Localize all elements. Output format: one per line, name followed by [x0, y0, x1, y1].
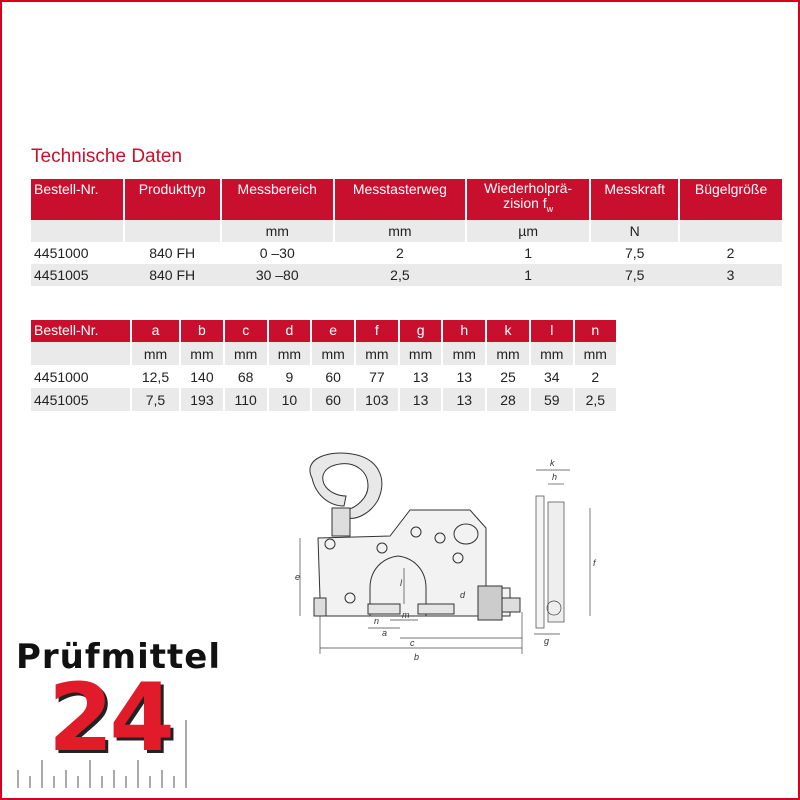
dim-label-c: c: [410, 638, 415, 648]
col-header-line2: zision f: [503, 195, 547, 211]
dim-label-h: h: [552, 472, 558, 482]
col-header: f: [355, 320, 399, 342]
table-cell: 28: [486, 388, 530, 411]
unit-row: [31, 220, 782, 242]
unit-cell: mm: [334, 220, 466, 242]
probe-left: [368, 604, 400, 614]
col-header-sub: w: [546, 203, 554, 214]
unit-cell: [124, 220, 221, 242]
col-header: l: [530, 320, 574, 342]
technical-data-table: [31, 179, 782, 286]
col-header: Bügelgröße: [679, 179, 782, 220]
unit-cell: mm: [530, 342, 574, 365]
left-spindle: [314, 598, 326, 616]
table-row: [31, 388, 616, 411]
table-cell: 13: [442, 365, 486, 388]
dimensions-table: [31, 320, 616, 411]
table-cell: 13: [442, 388, 486, 411]
dim-label-m: m: [402, 610, 410, 620]
table-cell: 2: [334, 242, 466, 264]
col-header: Bestell-Nr.: [31, 320, 131, 342]
col-header: Messtasterweg: [334, 179, 466, 220]
col-header: h: [442, 320, 486, 342]
unit-cell: mm: [224, 342, 268, 365]
right-spindle: [502, 598, 520, 612]
table-cell: 3: [679, 264, 782, 286]
table-cell: 193: [180, 388, 224, 411]
table-cell: 110: [224, 388, 268, 411]
table-cell: 1: [466, 242, 590, 264]
unit-cell: mm: [574, 342, 616, 365]
dim-label-b: b: [414, 652, 420, 662]
unit-cell: mm: [355, 342, 399, 365]
unit-row: [31, 342, 616, 365]
col-header: Messbereich: [221, 179, 334, 220]
table-cell: 1: [466, 264, 590, 286]
table-cell: 13: [399, 365, 443, 388]
unit-cell: mm: [221, 220, 334, 242]
table-cell: 2: [574, 365, 616, 388]
unit-cell: µm: [466, 220, 590, 242]
table-cell: 840 FH: [124, 242, 221, 264]
unit-cell: [31, 342, 131, 365]
logo-number: 24: [48, 664, 171, 773]
table-cell: 12,5: [131, 365, 180, 388]
col-header: Bestell-Nr.: [31, 179, 124, 220]
order-number: 4451005: [31, 388, 131, 411]
col-header: d: [268, 320, 312, 342]
col-header: k: [486, 320, 530, 342]
unit-cell: [679, 220, 782, 242]
table-cell: 2,5: [334, 264, 466, 286]
col-header: g: [399, 320, 443, 342]
table-cell: 68: [224, 365, 268, 388]
table-cell: 0 –30: [221, 242, 334, 264]
table-cell: 7,5: [590, 264, 679, 286]
col-header: b: [180, 320, 224, 342]
dim-label-a: a: [382, 628, 388, 638]
handle-stem: [332, 508, 350, 536]
table-cell: 7,5: [131, 388, 180, 411]
col-header: Messkraft: [590, 179, 679, 220]
dim-label-f: f: [593, 558, 596, 568]
col-header: Produkttyp: [124, 179, 221, 220]
unit-cell: mm: [486, 342, 530, 365]
table-row: [31, 242, 782, 264]
table-cell: 840 FH: [124, 264, 221, 286]
dim-label-g: g: [544, 636, 550, 646]
table-cell: 140: [180, 365, 224, 388]
table-cell: 77: [355, 365, 399, 388]
table-cell: 9: [268, 365, 312, 388]
col-header: c: [224, 320, 268, 342]
col-header: a: [131, 320, 180, 342]
dim-label-e: e: [295, 572, 301, 582]
unit-cell: N: [590, 220, 679, 242]
dim-label-d: d: [460, 590, 466, 600]
table-cell: 60: [311, 388, 355, 411]
dim-label-l: l: [400, 578, 402, 588]
dim-label-k: k: [550, 458, 555, 468]
table-cell: 2: [679, 242, 782, 264]
unit-cell: mm: [311, 342, 355, 365]
table-cell: 60: [311, 365, 355, 388]
col-header: n: [574, 320, 616, 342]
table-cell: 7,5: [590, 242, 679, 264]
table-cell: 13: [399, 388, 443, 411]
table-cell: 34: [530, 365, 574, 388]
table-row: [31, 264, 782, 286]
unit-cell: mm: [180, 342, 224, 365]
table-cell: 10: [268, 388, 312, 411]
table-cell: 25: [486, 365, 530, 388]
table-cell: 2,5: [574, 388, 616, 411]
col-header: e: [311, 320, 355, 342]
table-cell: 59: [530, 388, 574, 411]
unit-cell: mm: [131, 342, 180, 365]
section-title: Technische Daten: [31, 146, 183, 167]
order-number: 4451000: [31, 365, 131, 388]
unit-cell: mm: [442, 342, 486, 365]
probe-right: [418, 604, 454, 614]
col-header: Wiederholprä-: [484, 180, 573, 196]
order-number: 4451005: [31, 264, 124, 286]
technical-drawing: [290, 448, 610, 663]
dim-label-n: n: [374, 616, 380, 626]
unit-cell: mm: [399, 342, 443, 365]
order-number: 4451000: [31, 242, 124, 264]
knurl: [478, 586, 502, 620]
unit-cell: mm: [268, 342, 312, 365]
table-cell: 30 –80: [221, 264, 334, 286]
table-row: [31, 365, 616, 388]
unit-cell: [31, 220, 124, 242]
table-cell: 103: [355, 388, 399, 411]
logo-wordmark: Prüfmittel: [16, 637, 221, 677]
col-header-repeatability: [466, 179, 590, 220]
